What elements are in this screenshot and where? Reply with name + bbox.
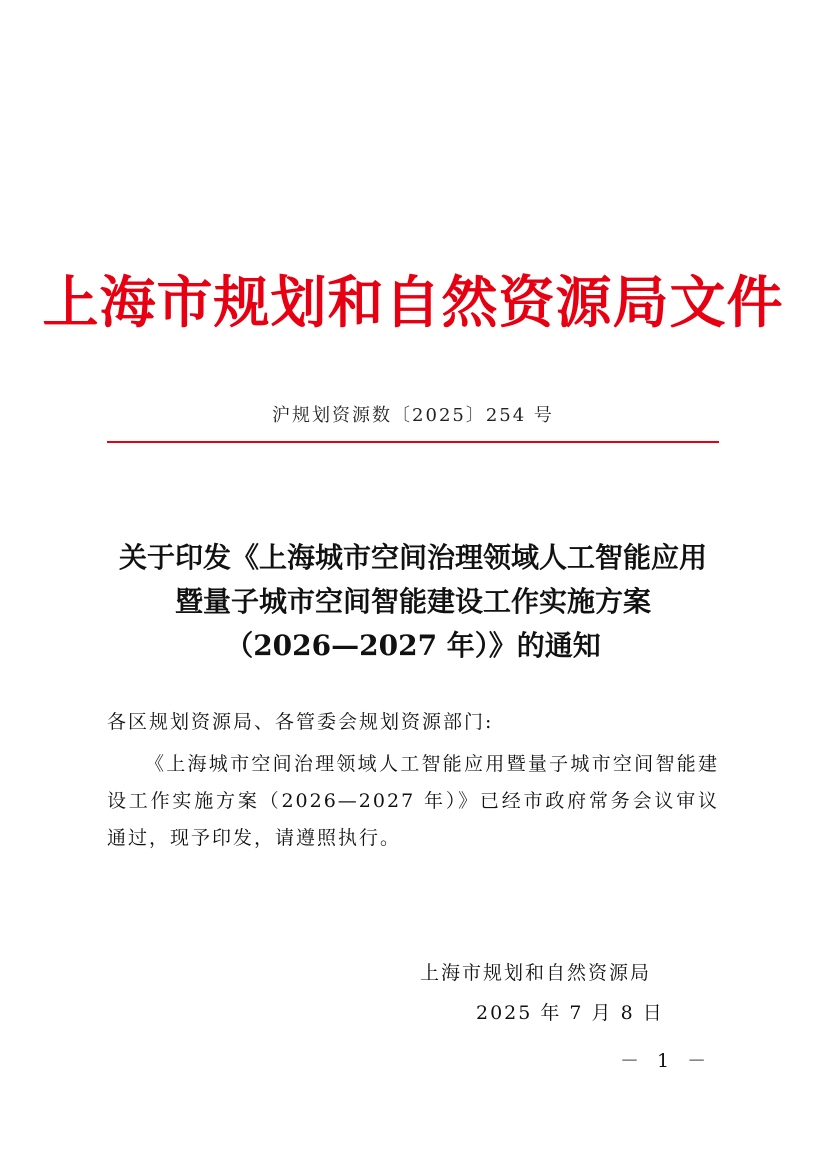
issue-date: 2025 年 7 月 8 日 xyxy=(476,1002,664,1024)
document-title-line: 暨量子城市空间智能建设工作实施方案 xyxy=(174,585,651,618)
red-divider-line xyxy=(107,441,719,443)
document-title-line: （2026—2027 年）》的通知 xyxy=(225,629,601,662)
document-number: 沪规划资源数〔2025〕254 号 xyxy=(272,405,554,426)
salutation: 各区规划资源局、各管委会规划资源部门: xyxy=(107,711,494,733)
issuing-authority-header: 上海市规划和自然资源局文件 xyxy=(42,270,784,336)
document-title xyxy=(80,536,746,668)
signature-block xyxy=(420,953,700,1033)
body-paragraph: 《上海城市空间治理领域人工智能应用暨量子城市空间智能建设工作实施方案（2026—2027 年）》已经市政府常务会议审议通过，现予印发，请遵照执行。 xyxy=(107,753,719,849)
issuer-name: 上海市规划和自然资源局 xyxy=(420,962,652,984)
document-title-line: 关于印发《上海城市空间治理领域人工智能应用 xyxy=(118,541,707,574)
page-number: － 1 － xyxy=(620,1050,713,1072)
